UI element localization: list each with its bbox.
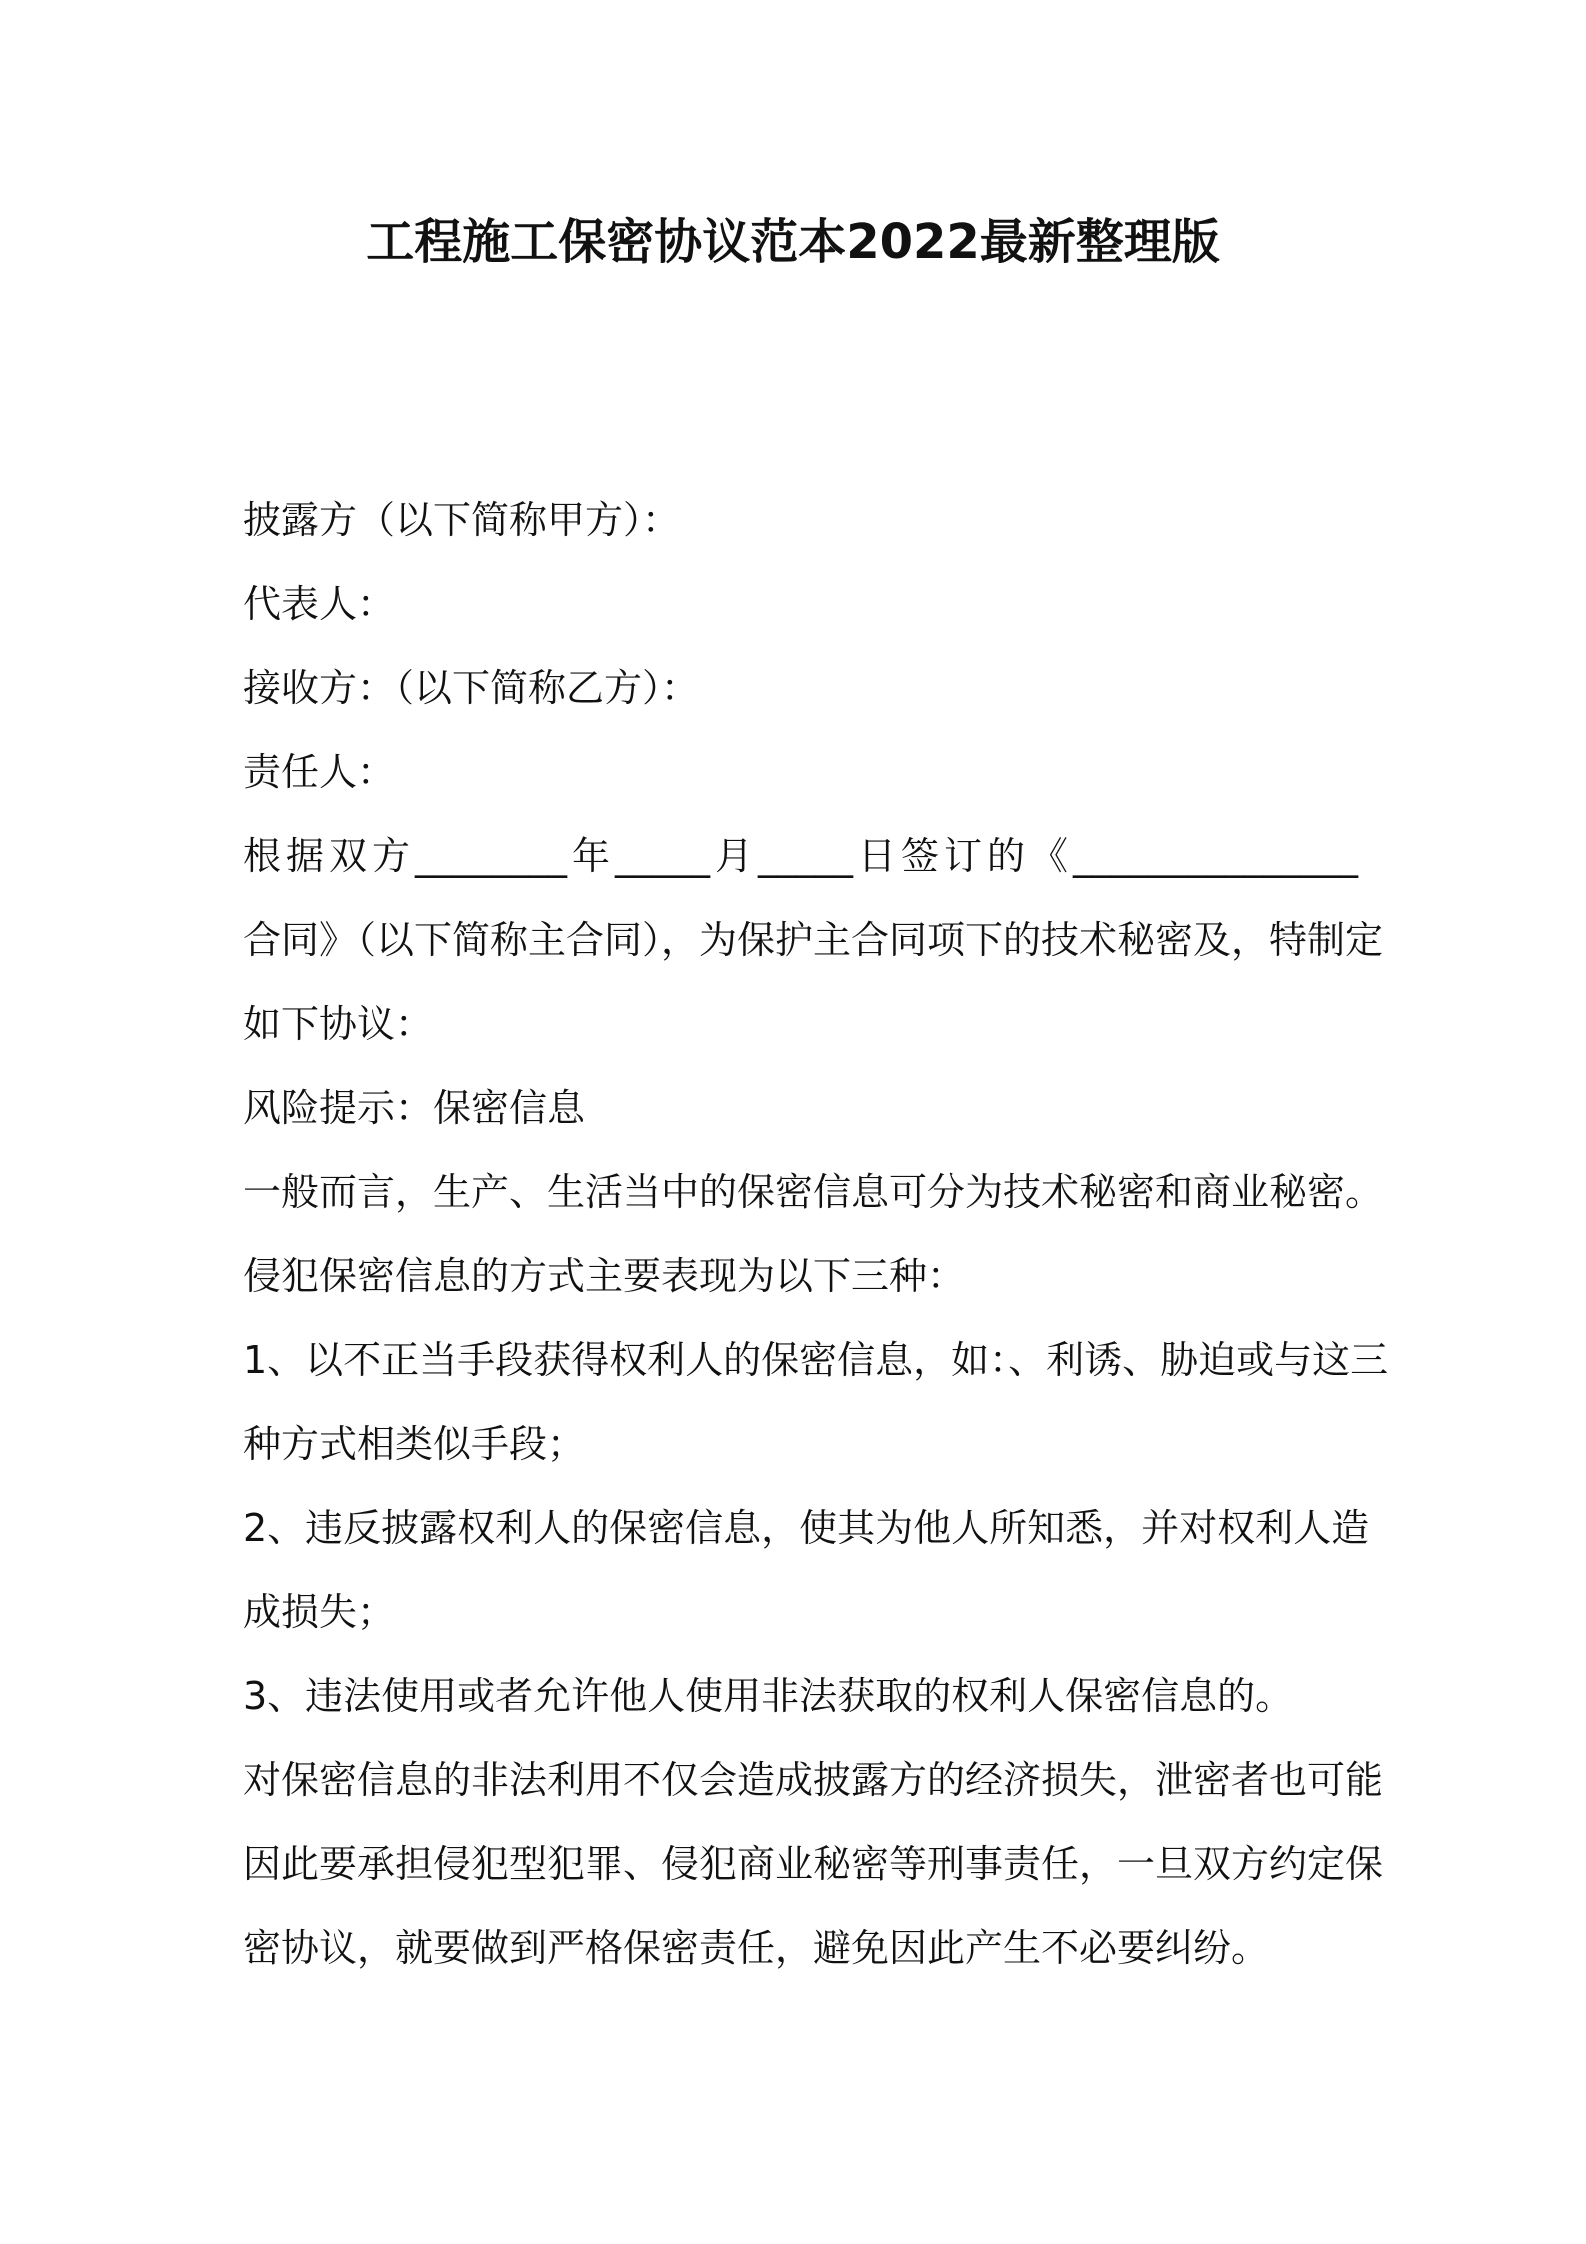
party-b-line: 接收方：（以下简称乙方）： (243, 666, 700, 710)
party-a-line: 披露方（以下简称甲方）： (243, 498, 681, 542)
contract-basis-line-2: 合同》（以下简称主合同），为保护主合同项下的技术秘密及，特制定 (243, 918, 1384, 962)
risk-notice-heading: 风险提示：保密信息 (243, 1086, 586, 1130)
contract-basis-line-1: 根据双方________年_____月_____日签订的《_______________ (243, 834, 1358, 878)
list-item-2-line-2: 成损失； (243, 1590, 396, 1634)
closing-paragraph-line-1: 对保密信息的非法利用不仅会造成披露方的经济损失，泄密者也可能 (243, 1758, 1384, 1802)
paragraph-infringement-intro: 侵犯保密信息的方式主要表现为以下三种： (243, 1254, 966, 1298)
list-item-3: 3、违法使用或者允许他人使用非法获取的权利人保密信息的。 (243, 1674, 1294, 1718)
document-title: 工程施工保密协议范本2022最新整理版 (366, 214, 1220, 270)
paragraph-general: 一般而言，生产、生活当中的保密信息可分为技术秘密和商业秘密。 (243, 1170, 1384, 1214)
closing-paragraph-line-2: 因此要承担侵犯型犯罪、侵犯商业秘密等刑事责任，一旦双方约定保 (243, 1842, 1384, 1886)
document-body (243, 490, 1389, 2002)
closing-paragraph-line-3: 密协议，就要做到严格保密责任，避免因此产生不必要纠纷。 (243, 1926, 1270, 1970)
contract-basis-line-3: 如下协议： (243, 1002, 434, 1046)
responsible-person-line: 责任人： (243, 750, 396, 794)
list-item-2-line-1: 2、违反披露权利人的保密信息，使其为他人所知悉，并对权利人造 (243, 1506, 1370, 1550)
list-item-1-line-2: 种方式相类似手段； (243, 1422, 586, 1466)
representative-line: 代表人： (243, 582, 396, 626)
list-item-1-line-1: 1、以不正当手段获得权利人的保密信息，如：、利诱、胁迫或与这三 (243, 1338, 1389, 1382)
